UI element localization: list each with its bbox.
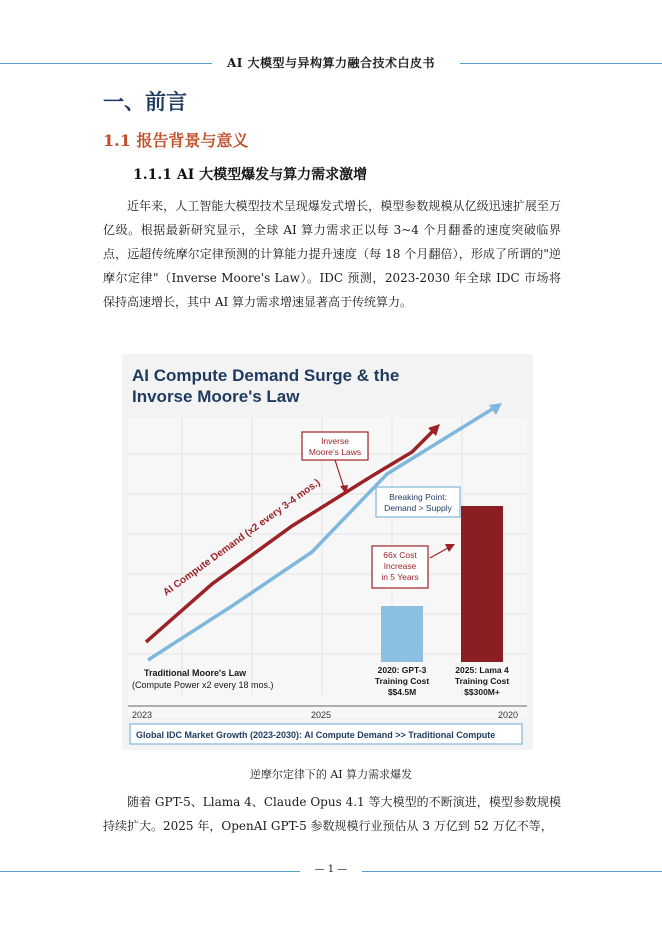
page-number: — 1 — <box>314 864 348 875</box>
subsubsection-title: 1.1.1 AI 大模型爆发与算力需求激增 <box>133 167 368 183</box>
callout-inverse-line1: Inverse <box>321 436 349 446</box>
chart-footer-text: Global IDC Market Growth (2023-2030): AI Compute Demand >> Traditional Compute <box>136 730 496 740</box>
page-footer <box>0 862 662 882</box>
figure-chart <box>122 354 533 750</box>
callout-cost-line3: in 5 Years <box>381 572 419 582</box>
x-tick-1: 2025 <box>310 710 332 720</box>
paragraph-intro: 近年来，人工智能大模型技术呈现爆发式增长，模型参数规模从亿级迅速扩展至万亿级。根据最新研究显示，全球 AI 算力需求正以每 3~4 个月翻番的速度突破临界点，远超传统摩尔定律预测的计算能力提升速度（每 18 个月翻倍），形成了所谓的"逆摩尔定律"（Inverse Moore's Law）。IDC 预测，2023-2030 年全球 IDC 市场将保持高速增长，其中 AI 算力需求增速显著高于传统算力。 <box>103 199 561 309</box>
x-tick-0: 2023 <box>132 710 153 720</box>
callout-inverse-line2: Moore's Laws <box>308 447 362 457</box>
bar-gpt3-label-line3: $$4.5M <box>387 687 417 697</box>
page-header <box>0 52 662 76</box>
callout-breaking-line1: Breaking Point: <box>389 492 447 502</box>
bar-llama4-label-line2: Training Cost <box>454 676 510 686</box>
callout-breaking-line2: Demand > Supply <box>384 503 452 513</box>
moore-label-line2: (Compute Power x2 every 18 mos.) <box>132 680 274 690</box>
bar-llama4 <box>461 506 503 662</box>
callout-cost-line1: 66x Cost <box>383 550 417 560</box>
header-rule-right <box>460 63 662 64</box>
bar-llama4-label-line3: $$300M+ <box>464 687 500 697</box>
callout-cost-line2: Increase <box>383 561 417 571</box>
chart-svg <box>122 354 533 750</box>
figure-caption: 逆摩尔定律下的 AI 算力需求爆发 <box>249 768 413 781</box>
chart-title-line2: Invorse Moore's Law <box>132 387 300 406</box>
bar-gpt3-label-line2: Training Cost <box>374 676 430 686</box>
header-title: AI 大模型与异构算力融合技术白皮书 <box>226 56 436 70</box>
moore-label-line1: Traditional Moore's Law <box>144 668 247 678</box>
demand-series-label: AI Compute Demand (x2 every 3-4 mos.) <box>161 477 323 599</box>
bar-gpt3-label-line1: 2020: GPT-3 <box>377 665 427 675</box>
footer-rule-right <box>362 871 662 872</box>
bar-llama4-label-line1: 2025: Lama 4 <box>455 665 509 675</box>
section-title: 一、前言 <box>103 89 187 114</box>
paragraph-models: 随着 GPT-5、Llama 4、Claude Opus 4.1 等大模型的不断演进，模型参数规模持续扩大。2025 年，OpenAI GPT-5 参数规模行业预估从 3 万亿到 52 万亿不等， <box>103 795 561 833</box>
x-tick-2: 2020 <box>497 710 518 720</box>
chart-title-line1: AI Compute Demand Surge & the <box>132 366 400 385</box>
bar-gpt3 <box>381 606 423 662</box>
subsection-title: 1.1 报告背景与意义 <box>103 131 249 150</box>
